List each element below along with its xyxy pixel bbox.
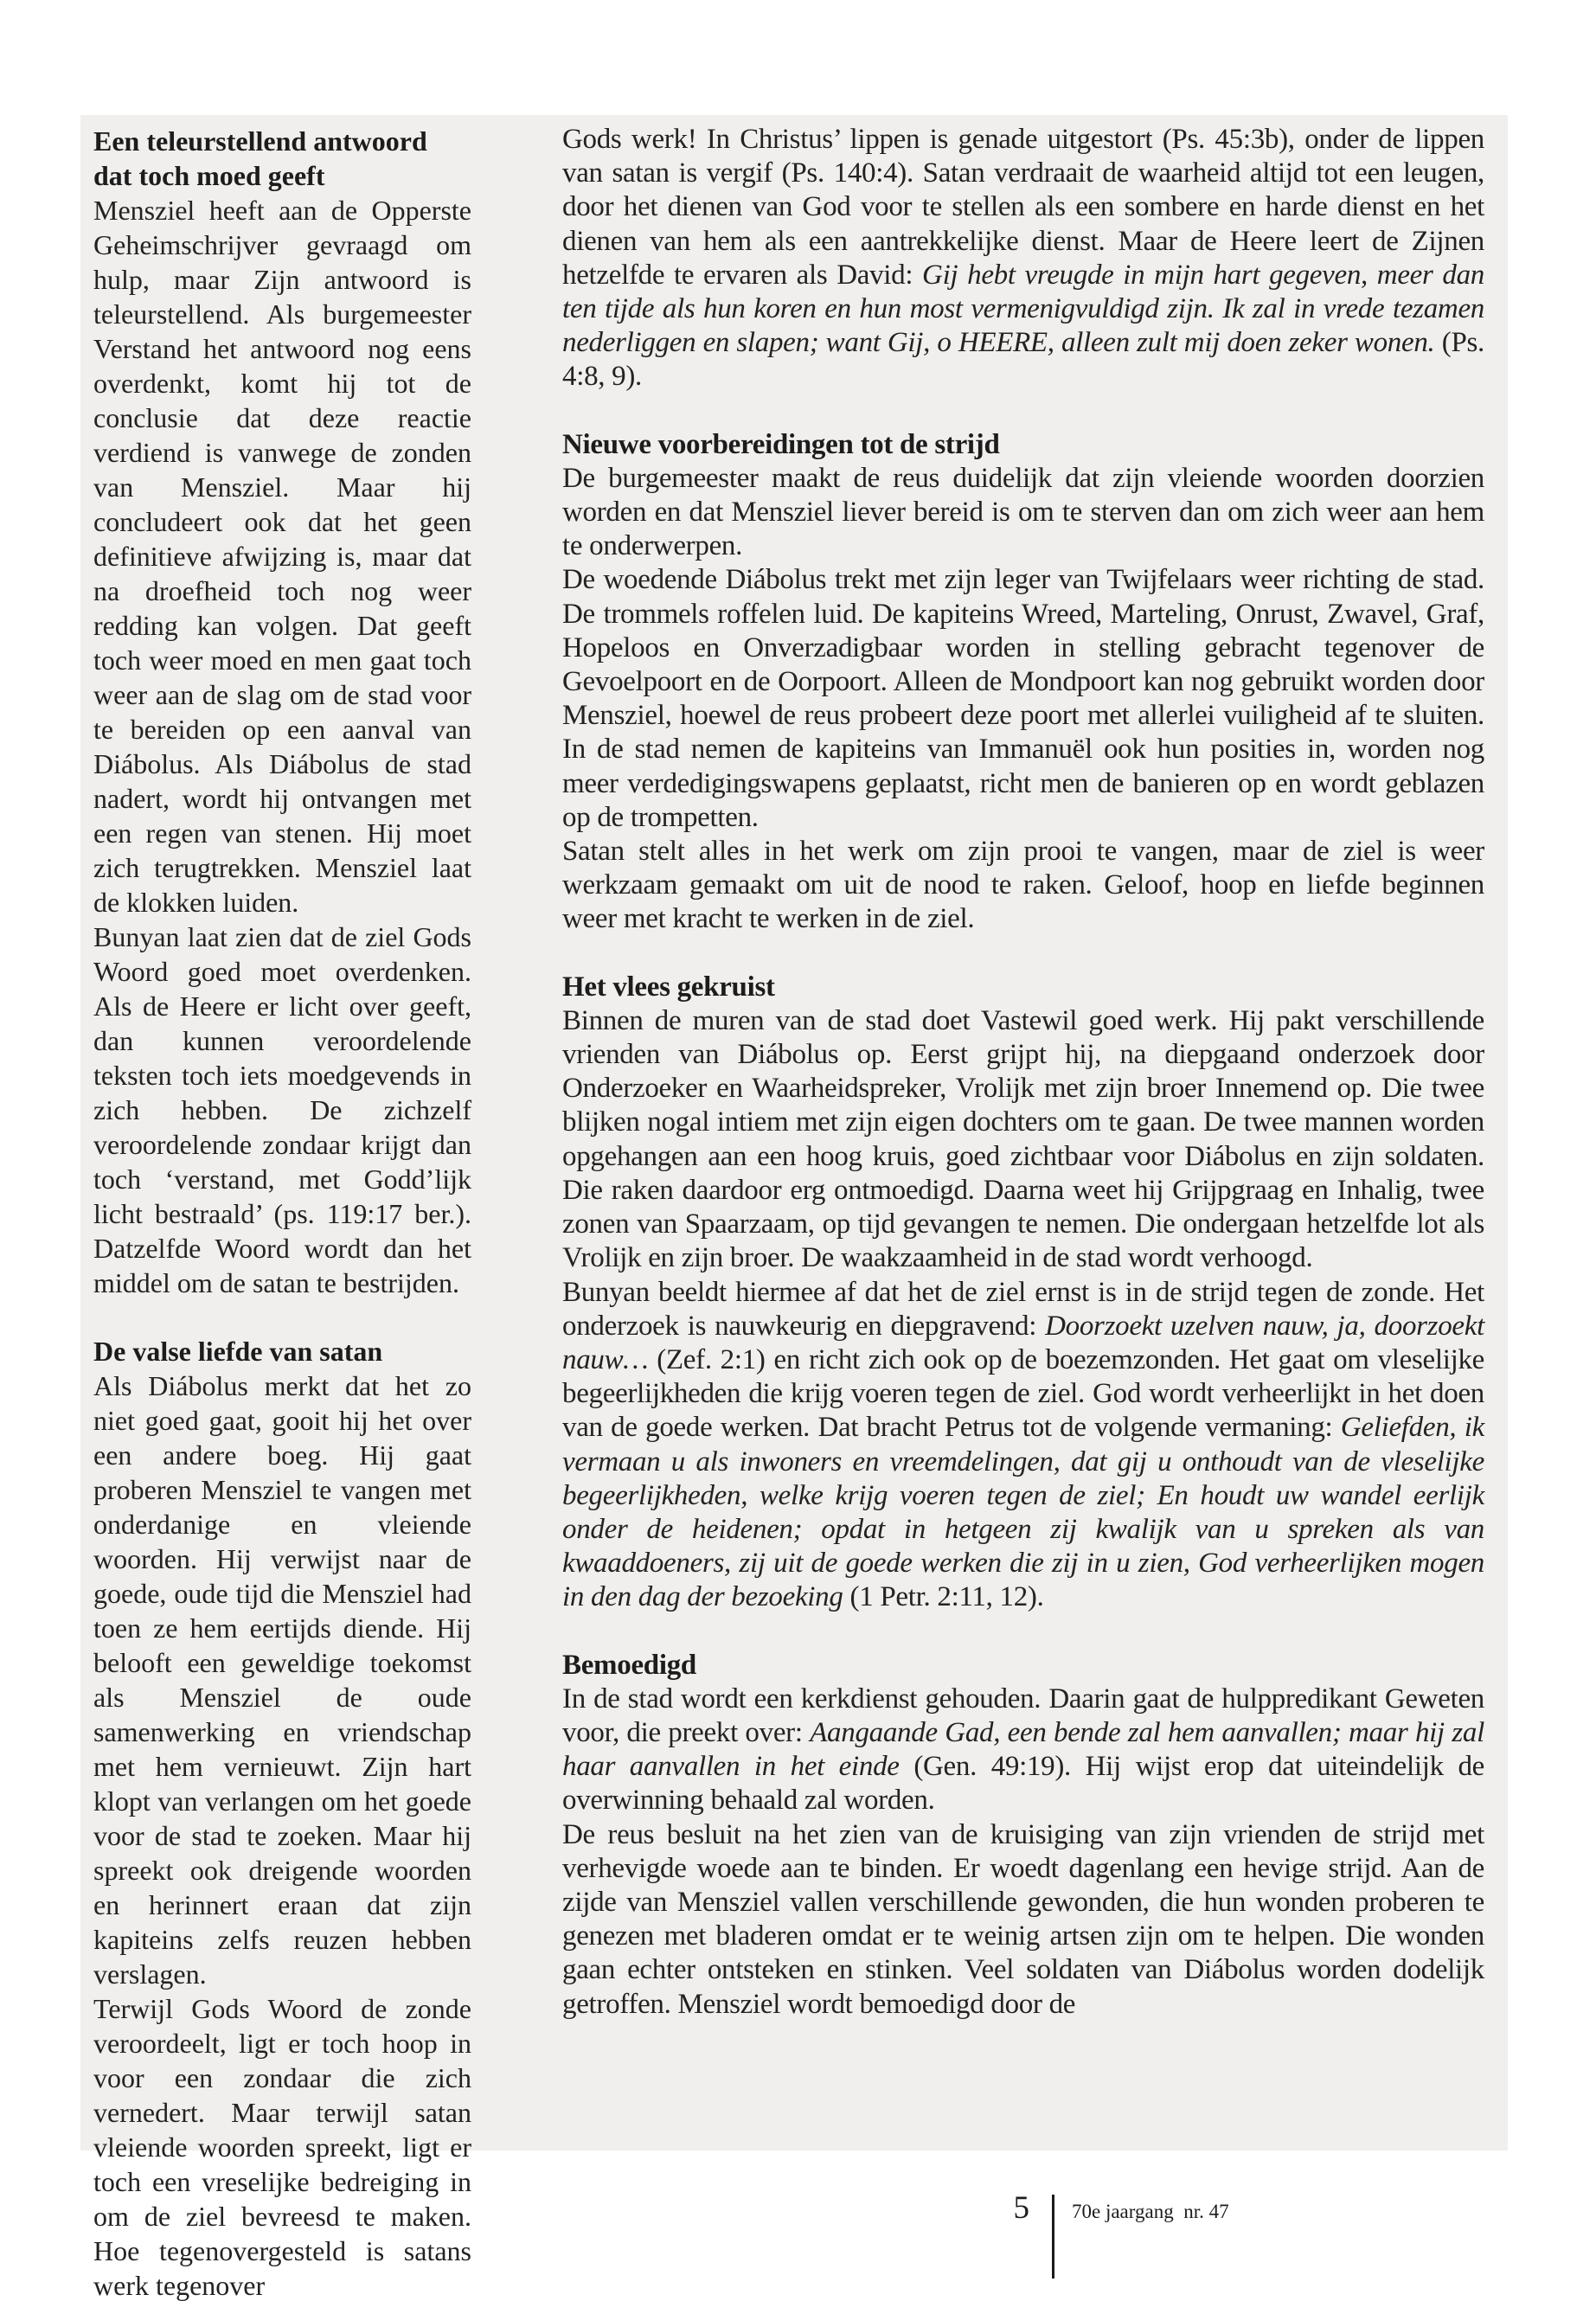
body-paragraph: De reus besluit na het zien van de kruisiging van zijn vrienden de strijd met verhevigde woede aan te binden. Er woedt dagenlang een hevige strijd. Aan de zijde van Mensziel vallen verschillende gewonden, die hun wonden proberen te genezen met bladeren omdat er te weinig artsen zijn om te helpen. Die wonden gaan echter ontsteken en stinken. Veel soldaten van Diábolus worden dodelijk getroffen. Mensziel wordt bemoedigd door de bbox=[562, 1818, 1484, 2020]
right-column bbox=[562, 123, 1484, 2022]
body-paragraph: De burgemeester maakt de reus duidelijk dat zijn vleiende woorden doorzien worden en dat Mensziel liever bereid is om te sterven dan om zich weer aan hem te onderwerpen. bbox=[562, 462, 1484, 562]
section-heading: Het vlees gekruist bbox=[562, 971, 775, 1003]
body-paragraph: Satan stelt alles in het werk om zijn prooi te vangen, maar de ziel is weer werkzaam gemaakt om uit de nood te raken. Geloof, hoop en liefde beginnen weer met kracht te werken in de ziel. bbox=[562, 836, 1484, 935]
section-heading: Nieuwe voorbereidingen tot de strijd bbox=[562, 428, 1000, 460]
body-paragraph: Bunyan laat zien dat de ziel Gods Woord goed moet overdenken. Als de Heere er licht over geeft, dan kunnen veroordelende teksten toch iets moedgevends in zich hebben. De zichzelf veroordelende zondaar krijgt dan toch ‘verstand, met Godd’lijk licht bestraald’ (ps. 119:17 ber.). Datzelfde Woord wordt dan het middel om de satan te bestrijden. bbox=[93, 921, 471, 1298]
body-paragraph: Terwijl Gods Woord de zonde veroordeelt, ligt er toch hoop in voor een zondaar die zich vernedert. Maar terwijl satan vleiende woorden spreekt, ligt er toch een vreselijke bedreiging in om de ziel bevreesd te maken. Hoe tegenovergesteld is satans werk tegenover bbox=[93, 1993, 471, 2301]
section-heading: Bemoedigd bbox=[562, 1649, 696, 1681]
body-paragraph: Binnen de muren van de stad doet Vastewil goed werk. Hij pakt verschillende vrienden van Diábolus op. Eerst grijpt hij, na diepgaand onderzoek door Onderzoeker en Waarheidspreker, Vrolijk met zijn broer Innemend op. Die twee blijken nogal intiem met zijn eigen dochters om te gaan. De twee mannen worden opgehangen aan een hoog kruis, goed zichtbaar voor Diábolus en zijn soldaten. Die raken daardoor erg ontmoedigd. Daarna weet hij Grijpgraag en Inhalig, twee zonen van Spaarzaam, op tijd gevangen te nemen. Die ondergaan hetzelfde lot als Vrolijk en zijn broer. De waakzaamheid in de stad wordt verhoogd. bbox=[562, 1004, 1484, 1274]
section-heading: De valse liefde van satan bbox=[93, 1336, 383, 1367]
body-paragraph: Gods werk! In Christus’ lippen is genade uitgestort (Ps. 45:3b), onder de lippen van satan is vergif (Ps. 140:4). Satan verdraait de waarheid altijd tot een leugen, door het dienen van God voor te stellen als een sombere en harde dienst en het dienen van hem als een aantrekkelijke dienst. Maar de Heere leert de Zijnen hetzelfde te ervaren als David: Gij hebt vreugde in mijn hart gegeven, meer dan ten tijde als hun koren en hun most vermenigvuldigd zijn. Ik zal in vrede tezamen nederliggen en slapen; want Gij, o HEERE, alleen zult mij doen zeker wonen. (Ps. 4:8, 9). bbox=[562, 124, 1485, 393]
footer-edition-label: 70e jaargang nr. 47 bbox=[1072, 2201, 1229, 2222]
body-paragraph: In de stad wordt een kerkdienst gehouden. Daarin gaat de hulppredikant Geweten voor, die preekt over: Aangaande Gad, een bende zal hem aanvallen; maar hij zal haar aanvallen in het einde (Gen. 49:19). Hij wijst erop dat uiteindelijk de overwinning behaald zal worden. bbox=[562, 1682, 1484, 1817]
left-column bbox=[93, 124, 471, 2301]
body-paragraph: De woedende Diábolus trekt met zijn leger van Twijfelaars weer richting de stad. De trommels roffelen luid. De kapiteins Wreed, Marteling, Onrust, Zwavel, Graf, Hopeloos en Onverzadigbaar worden in stelling gebracht tegenover de Gevoelpoort en de Oorpoort. Alleen de Mondpoort kan nog gebruikt worden door Mensziel, hoewel de reus probeert deze poort met allerlei vuiligheid af te sluiten. In de stad nemen de kapiteins van Immanuël ook hun posities in, worden nog meer verdedigingswapens geplaatst, richt men de banieren op en wordt geblazen op de trompetten. bbox=[562, 564, 1484, 833]
body-paragraph: Bunyan beeldt hiermee af dat het de ziel ernst is in de strijd tegen de zonde. Het onderzoek is nauwkeurig en diepgravend: Doorzoekt uzelven nauw, ja, doorzoekt nauw… (Zef. 2:1) en richt zich ook op de boezemzonden. Het gaat om vleselijke begeerlijkheden die krijg voeren tegen de ziel. God wordt verheerlijkt in het doen van de goede werken. Dat bracht Petrus tot de volgende vermaning: Geliefden, ik vermaan u als inwoners en vreemdelingen, dat gij u onthoudt van de vleselijke begeerlijkheden, welke krijg voeren tegen de ziel; En houdt uw wandel eerlijk onder de heidenen; opdat in hetgeen zij kwalijk van u spreken als van kwaaddoeners, zij uit de goede werken die zij in u zien, God verheerlijken mogen in den dag der bezoeking (1 Petr. 2:11, 12). bbox=[562, 1276, 1484, 1613]
section-heading: Een teleurstellend antwoord dat toch moed geeft bbox=[93, 125, 427, 191]
body-paragraph: Mensziel heeft aan de Opperste Geheimschrijver gevraagd om hulp, maar Zijn antwoord is teleurstellend. Als burgemeester Verstand het antwoord nog eens overdenkt, komt hij tot de conclusie dat deze reactie verdiend is vanwege de zonden van Mensziel. Maar hij concludeert ook dat het geen definitieve afwijzing is, maar dat na droefheid toch nog weer redding kan volgen. Dat geeft toch weer moed en men gaat toch weer aan de slag om de stad voor te bereiden op een aanval van Diábolus. Als Diábolus de stad nadert, wordt hij ontvangen met een regen van stenen. Hij moet zich terugtrekken. Mensziel laat de klokken luiden. bbox=[93, 195, 471, 918]
body-paragraph: Als Diábolus merkt dat het zo niet goed gaat, gooit hij het over een andere boeg. Hij gaat proberen Mensziel te vangen met onderdanige en vleiende woorden. Hij verwijst naar de goede, oude tijd die Mensziel had toen ze hem eertijds diende. Hij belooft een geweldige toekomst als Mensziel de oude samenwerking en vriendschap met hem vernieuwt. Zijn hart klopt van verlangen om het goede voor de stad te zoeken. Maar hij spreekt ook dreigende woorden en herinnert eraan dat zijn kapiteins zelfs reuzen hebben verslagen. bbox=[93, 1370, 471, 1990]
footer-divider-rule bbox=[1052, 2195, 1054, 2279]
footer-page-number: 5 bbox=[1013, 2190, 1029, 2226]
